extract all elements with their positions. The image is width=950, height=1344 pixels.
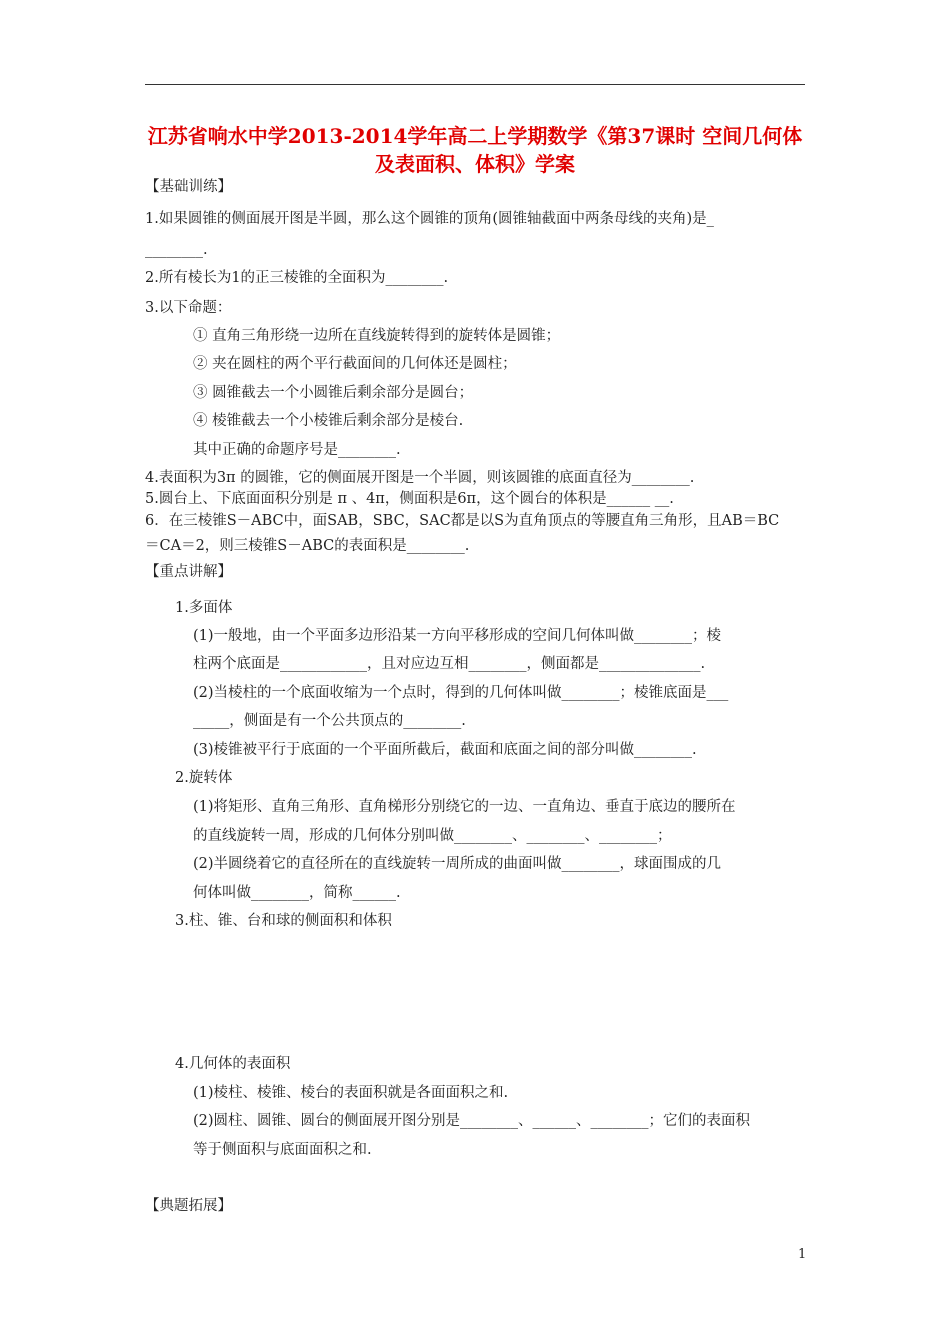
question-3-item-4: ④ 棱锥截去一个小棱锥后剩余部分是棱台.: [193, 413, 464, 429]
key-1-para-1-line-2: 柱两个底面是____________，且对应边互相________，侧面都是______________.: [193, 656, 706, 672]
key-2-para-2-line-1: (2)半圆绕着它的直径所在的直线旋转一周所成的曲面叫做________，球面围成的几: [193, 856, 722, 872]
key-4-para-2-line-1: (2)圆柱、圆锥、圆台的侧面展开图分别是________、______、________；它们的表面积: [193, 1113, 751, 1129]
question-6-line-2: ＝CA＝2，则三棱锥S－ABC的表面积是________.: [145, 538, 470, 554]
question-5: 5.圆台上、下底面面积分别是 π 、4π，侧面积是6π，这个圆台的体积是______ __.: [145, 491, 674, 507]
key-heading-3: 3.柱、锥、台和球的侧面积和体积: [175, 913, 392, 929]
section-basic-heading: 【基础训练】: [145, 179, 232, 195]
question-1-line-1: 1.如果圆锥的侧面展开图是半圆，那么这个圆锥的顶角(圆锥轴截面中两条母线的夹角)是_: [145, 211, 714, 227]
key-1-para-2-line-1: (2)当棱柱的一个底面收缩为一个点时，得到的几何体叫做________；棱锥底面是___: [193, 685, 729, 701]
question-3-item-2: ② 夹在圆柱的两个平行截面间的几何体还是圆柱；: [193, 356, 517, 372]
key-1-para-2-line-2: _____，侧面是有一个公共顶点的________.: [193, 713, 466, 729]
question-3-conclusion: 其中正确的命题序号是________.: [193, 442, 401, 458]
key-heading-1: 1.多面体: [175, 600, 233, 616]
question-3-item-3: ③ 圆锥截去一个小圆锥后剩余部分是圆台；: [193, 385, 474, 401]
key-2-para-1-line-2: 的直线旋转一周，形成的几何体分别叫做________、________、________；: [193, 828, 672, 844]
key-4-para-1: (1)棱柱、棱锥、棱台的表面积就是各面面积之和.: [193, 1085, 509, 1101]
key-1-para-1-line-1: (1)一般地，由一个平面多边形沿某一方向平移形成的空间几何体叫做________；棱: [193, 628, 722, 644]
header-rule: [145, 84, 805, 85]
question-4: 4.表面积为3π 的圆锥，它的侧面展开图是一个半圆，则该圆锥的底面直径为________.: [145, 470, 695, 486]
question-1-line-2: ________.: [145, 242, 208, 258]
key-2-para-1-line-1: (1)将矩形、直角三角形、直角梯形分别绕它的一边、一直角边、垂直于底边的腰所在: [193, 799, 736, 815]
question-3: 3.以下命题：: [145, 300, 232, 316]
question-3-item-1: ① 直角三角形绕一边所在直线旋转得到的旋转体是圆锥；: [193, 328, 561, 344]
key-heading-4: 4.几何体的表面积: [175, 1056, 291, 1072]
key-4-para-2-line-2: 等于侧面积与底面面积之和.: [193, 1142, 372, 1158]
question-2: 2.所有棱长为1的正三棱锥的全面积为________.: [145, 270, 449, 286]
key-1-para-3: (3)棱锥被平行于底面的一个平面所截后，截面和底面之间的部分叫做________.: [193, 742, 697, 758]
page-title: 江苏省响水中学2013-2014学年高二上学期数学《第37课时 空间几何体及表面积、体积》学案: [147, 124, 803, 176]
section-key-heading: 【重点讲解】: [145, 564, 232, 580]
key-heading-2: 2.旋转体: [175, 770, 233, 786]
question-6-line-1: 6．在三棱锥S－ABC中，面SAB，SBC，SAC都是以S为直角顶点的等腰直角三角形，且AB＝BC: [145, 513, 780, 529]
page-number: 1: [798, 1247, 807, 1262]
key-2-para-2-line-2: 何体叫做________，简称______.: [193, 885, 401, 901]
section-extend-heading: 【典题拓展】: [145, 1198, 232, 1214]
